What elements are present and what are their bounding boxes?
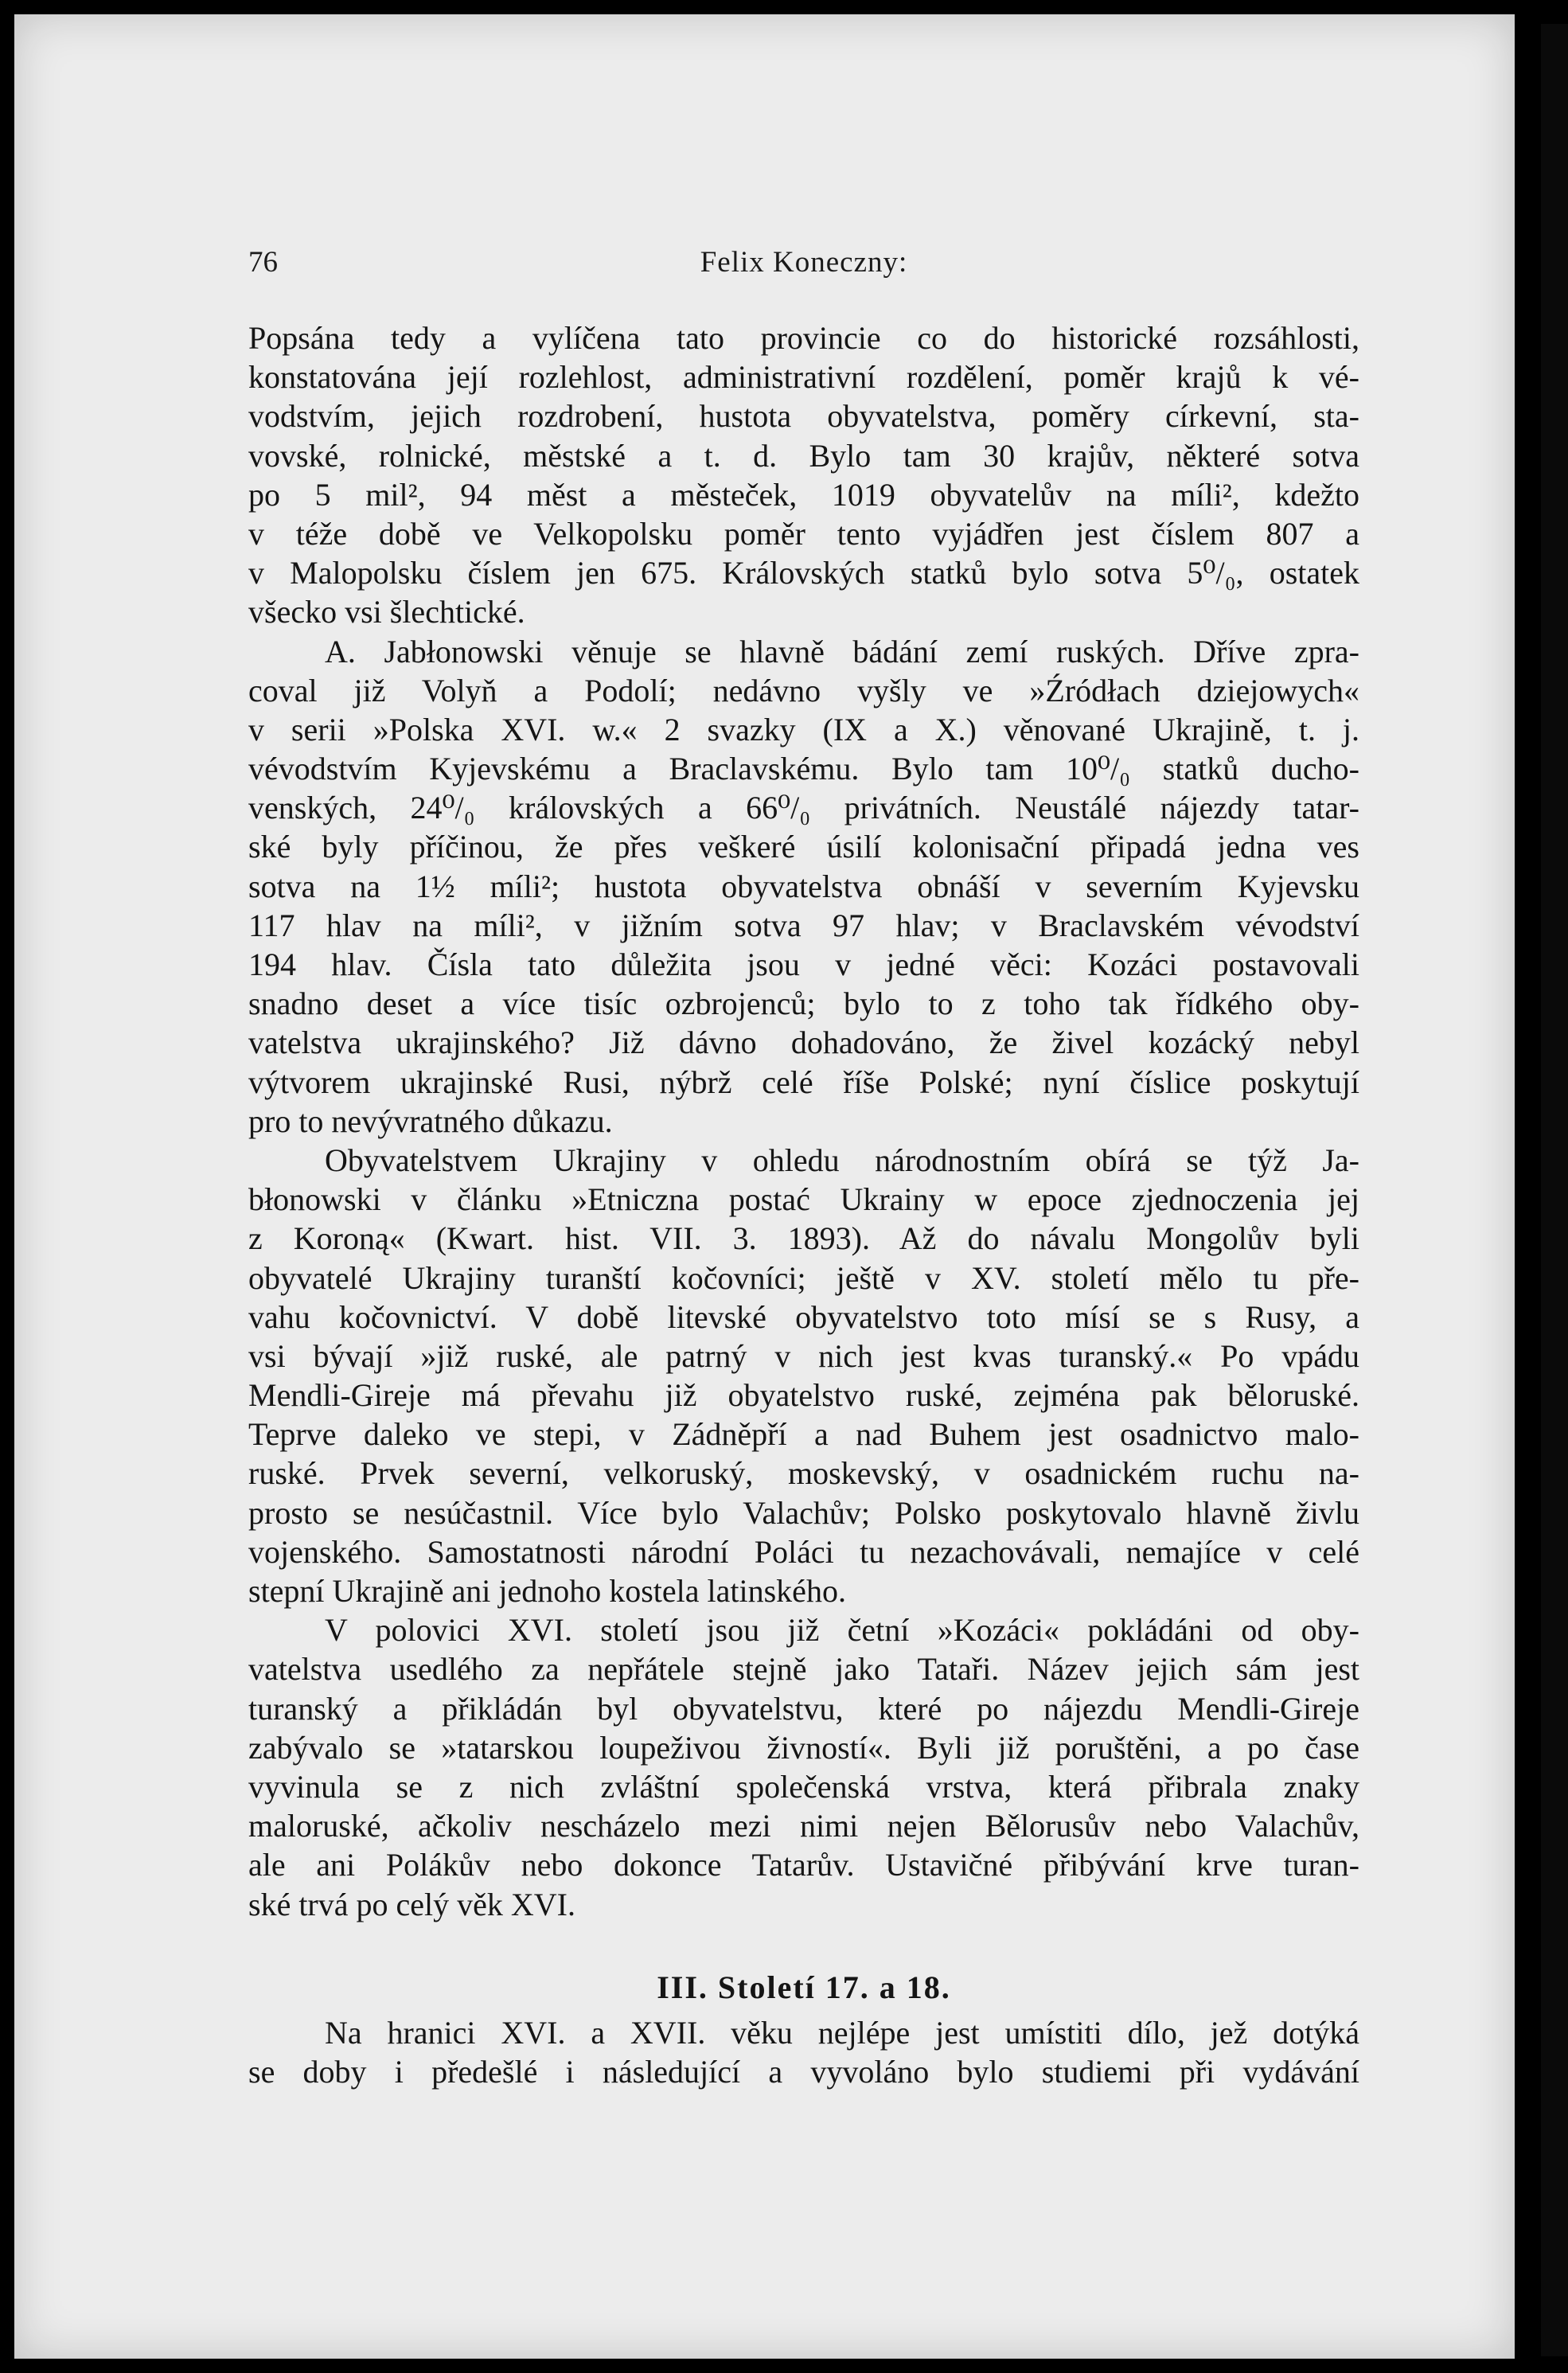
section-heading: III. Století 17. a 18. bbox=[657, 1969, 951, 2005]
text-line: vovské, rolnické, městské a t. d. Bylo tam 30 krajův, některé sotva bbox=[248, 437, 1359, 474]
text-line: vodstvím, jejich rozdrobení, hustota obyvatelstva, poměry církevní, sta- bbox=[248, 398, 1359, 435]
text-line: vojenského. Samostatnosti národní Poláci tu nezachovávali, nemajíce v celé bbox=[248, 1533, 1359, 1570]
text-line: vsi bývají »již ruské, ale patrný v nich jest kvas turanský.« Po vpádu bbox=[248, 1337, 1359, 1374]
text-line: Na hranici XVI. a XVII. věku nejlépe jest umístiti dílo, jež dotýká bbox=[325, 2014, 1359, 2051]
text-line: turanský a přikládán byl obyvatelstvu, které po nájezdu Mendli-Gireje bbox=[248, 1690, 1359, 1727]
text-line: obyvatelé Ukrajiny turanští kočovníci; ještě v XV. století mělo tu pře- bbox=[248, 1259, 1359, 1296]
text-line: ské trvá po celý věk XVI. bbox=[248, 1886, 575, 1922]
text-line: v serii »Polska XVI. w.« 2 svazky (IX a X.) věnované Ukrajině, t. j. bbox=[248, 711, 1359, 747]
text-line: Teprve daleko ve stepi, v Zádněpří a nad Buhem jest osadnictvo malo- bbox=[248, 1416, 1359, 1453]
body-text bbox=[248, 318, 1359, 2091]
text-line: se doby i předešlé i následující a vyvoláno bylo studiemi při vydávání bbox=[248, 2054, 1359, 2090]
text-line: ruské. Prvek severní, velkoruský, moskevský, v osadnickém ruchu na- bbox=[248, 1455, 1359, 1492]
text-line: po 5 mil², 94 měst a městeček, 1019 obyvatelův na míli², kdežto bbox=[248, 476, 1359, 513]
text-line: maloruské, ačkoliv nescházelo mezi nimi nejen Bělorusův nebo Valachův, bbox=[248, 1808, 1359, 1844]
section-spacer bbox=[248, 1924, 1359, 1968]
text-line: pro to nevývratného důkazu. bbox=[248, 1103, 613, 1139]
text-line: ale ani Polákův nebo dokonce Tatarův. Ustavičné přibývání krve turan- bbox=[248, 1847, 1359, 1883]
running-head: Felix Koneczny: bbox=[700, 246, 908, 279]
section-spacer bbox=[248, 2007, 1359, 2013]
page-edge-shadow bbox=[1541, 24, 1568, 2356]
page-number: 76 bbox=[248, 246, 278, 279]
text-line: sotva na 1½ míli²; hustota obyvatelstva obnáší v severním Kyjevsku bbox=[248, 868, 1359, 904]
text-line: vatelstva ukrajinského? Již dávno dohadováno, že živel kozácký nebyl bbox=[248, 1025, 1359, 1061]
text-line: Popsána tedy a vylíčena tato provincie co do historické rozsáhlosti, bbox=[248, 320, 1359, 356]
text-line: venských, 24⁰/₀ královských a 66⁰/₀ privátních. Neustálé nájezdy tatar- bbox=[248, 790, 1359, 826]
text-line: błonowski v článku »Etniczna postać Ukrainy w epoce zjednoczenia jej bbox=[248, 1181, 1359, 1218]
text-line: Mendli-Gireje má převahu již obyatelstvo ruské, zejména pak běloruské. bbox=[248, 1377, 1359, 1414]
text-line: prosto se nesúčastnil. Více bylo Valachův; Polsko poskytovalo hlavně živlu bbox=[248, 1494, 1359, 1531]
text-line: konstatována její rozlehlost, administrativní rozdělení, poměr krajů k vé- bbox=[248, 359, 1359, 396]
text-line: všecko vsi šlechtické. bbox=[248, 594, 525, 630]
text-line: z Koroną« (Kwart. hist. VII. 3. 1893). Až do návalu Mongolův byli bbox=[248, 1220, 1359, 1257]
text-line: vahu kočovnictví. V době litevské obyvatelstvo toto mísí se s Rusy, a bbox=[248, 1298, 1359, 1335]
text-line: ské byly příčinou, že přes veškeré úsilí kolonisační připadá jedna ves bbox=[248, 829, 1359, 865]
text-line: 117 hlav na míli², v jižním sotva 97 hlav; v Braclavském vévodství bbox=[248, 907, 1359, 943]
text-line: A. Jabłonowski věnuje se hlavně bádání zemí ruských. Dříve zpra- bbox=[325, 633, 1359, 669]
text-line: v téže době ve Velkopolsku poměr tento vyjádřen jest číslem 807 a bbox=[248, 515, 1359, 552]
text-line: V polovici XVI. století jsou již četní »Kozáci« pokládáni od oby- bbox=[325, 1612, 1359, 1649]
text-line: vatelstva usedlého za nepřátele stejně jako Tataři. Název jejich sám jest bbox=[248, 1651, 1359, 1688]
text-line: vévodstvím Kyjevskému a Braclavskému. Bylo tam 10⁰/₀ statků ducho- bbox=[248, 751, 1359, 787]
text-line: v Malopolsku číslem jen 675. Královských statků bylo sotva 5⁰/₀, ostatek bbox=[248, 555, 1359, 591]
text-line: coval již Volyň a Podolí; nedávno vyšly ve »Źródłach dziejowych« bbox=[248, 672, 1359, 708]
text-line: 194 hlav. Čísla tato důležita jsou v jedné věci: Kozáci postavovali bbox=[248, 946, 1359, 982]
text-line: stepní Ukrajině ani jednoho kostela latinského. bbox=[248, 1573, 846, 1609]
text-line: Obyvatelstvem Ukrajiny v ohledu národnostním obírá se týž Ja- bbox=[325, 1142, 1359, 1178]
page-header bbox=[248, 245, 1359, 285]
text-line: snadno deset a více tisíc ozbrojenců; bylo to z toho tak řídkého oby- bbox=[248, 985, 1359, 1022]
text-line: zabývalo se »tatarskou loupeživou živností«. Byli již poruštěni, a po čase bbox=[248, 1729, 1359, 1766]
text-line: výtvorem ukrajinské Rusi, nýbrž celé říše Polské; nyní číslice poskytují bbox=[248, 1064, 1359, 1100]
text-line: vyvinula se z nich zvláštní společenská vrstva, která přibrala znaky bbox=[248, 1768, 1359, 1805]
